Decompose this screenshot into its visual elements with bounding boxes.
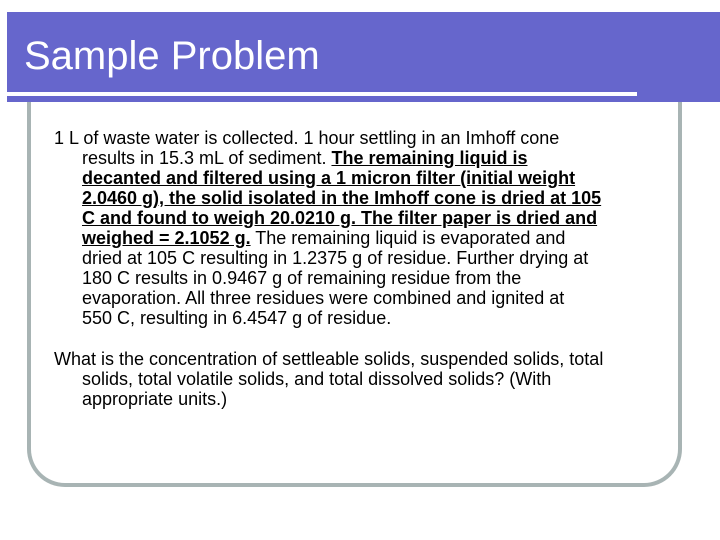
paragraph-line bbox=[54, 369, 674, 389]
line-text: dried at 105 C resulting in 1.2375 g of residue. Further drying at bbox=[82, 248, 589, 268]
paragraph-line bbox=[54, 389, 674, 409]
paragraph-line bbox=[54, 188, 674, 208]
underlined-text: decanted and filtered using a 1 micron filter (initial weight bbox=[82, 168, 576, 188]
underlined-text: C and found to weigh 20.0210 g. The filter paper is dried and bbox=[82, 208, 598, 228]
line-text: results in 15.3 mL of sediment. bbox=[82, 148, 332, 168]
line-text: 180 C results in 0.9467 g of remaining residue from the bbox=[82, 268, 522, 288]
line-text: What is the concentration of settleable solids, suspended solids, total bbox=[54, 349, 604, 369]
underlined-text: weighed = 2.1052 g. bbox=[82, 228, 251, 248]
line-text: appropriate units.) bbox=[82, 389, 228, 409]
paragraph-line bbox=[54, 148, 674, 168]
line-text: evaporation. All three residues were combined and ignited at bbox=[82, 288, 565, 308]
paragraph-line bbox=[54, 288, 674, 308]
question-paragraph bbox=[54, 349, 674, 409]
paragraph-line bbox=[54, 248, 674, 268]
paragraph-line bbox=[54, 228, 674, 248]
problem-paragraph bbox=[54, 128, 674, 328]
line-text: The remaining liquid is evaporated and bbox=[250, 228, 566, 248]
title-bar-corner bbox=[692, 12, 720, 102]
paragraph-line bbox=[54, 268, 674, 288]
paragraph-line bbox=[54, 349, 674, 369]
line-text: 550 C, resulting in 6.4547 g of residue. bbox=[82, 308, 392, 328]
underlined-text: The remaining liquid is bbox=[331, 148, 528, 168]
paragraph-line bbox=[54, 308, 674, 328]
paragraph-line bbox=[54, 208, 674, 228]
slide-title: Sample Problem bbox=[24, 34, 320, 78]
underlined-text: 2.0460 g), the solid isolated in the Imhoff cone is dried at 105 bbox=[82, 188, 602, 208]
paragraph-line bbox=[54, 128, 674, 148]
line-text: 1 L of waste water is collected. 1 hour settling in an Imhoff cone bbox=[54, 128, 560, 148]
paragraph-line bbox=[54, 168, 674, 188]
line-text: solids, total volatile solids, and total dissolved solids? (With bbox=[82, 369, 552, 389]
title-underline bbox=[0, 92, 637, 96]
